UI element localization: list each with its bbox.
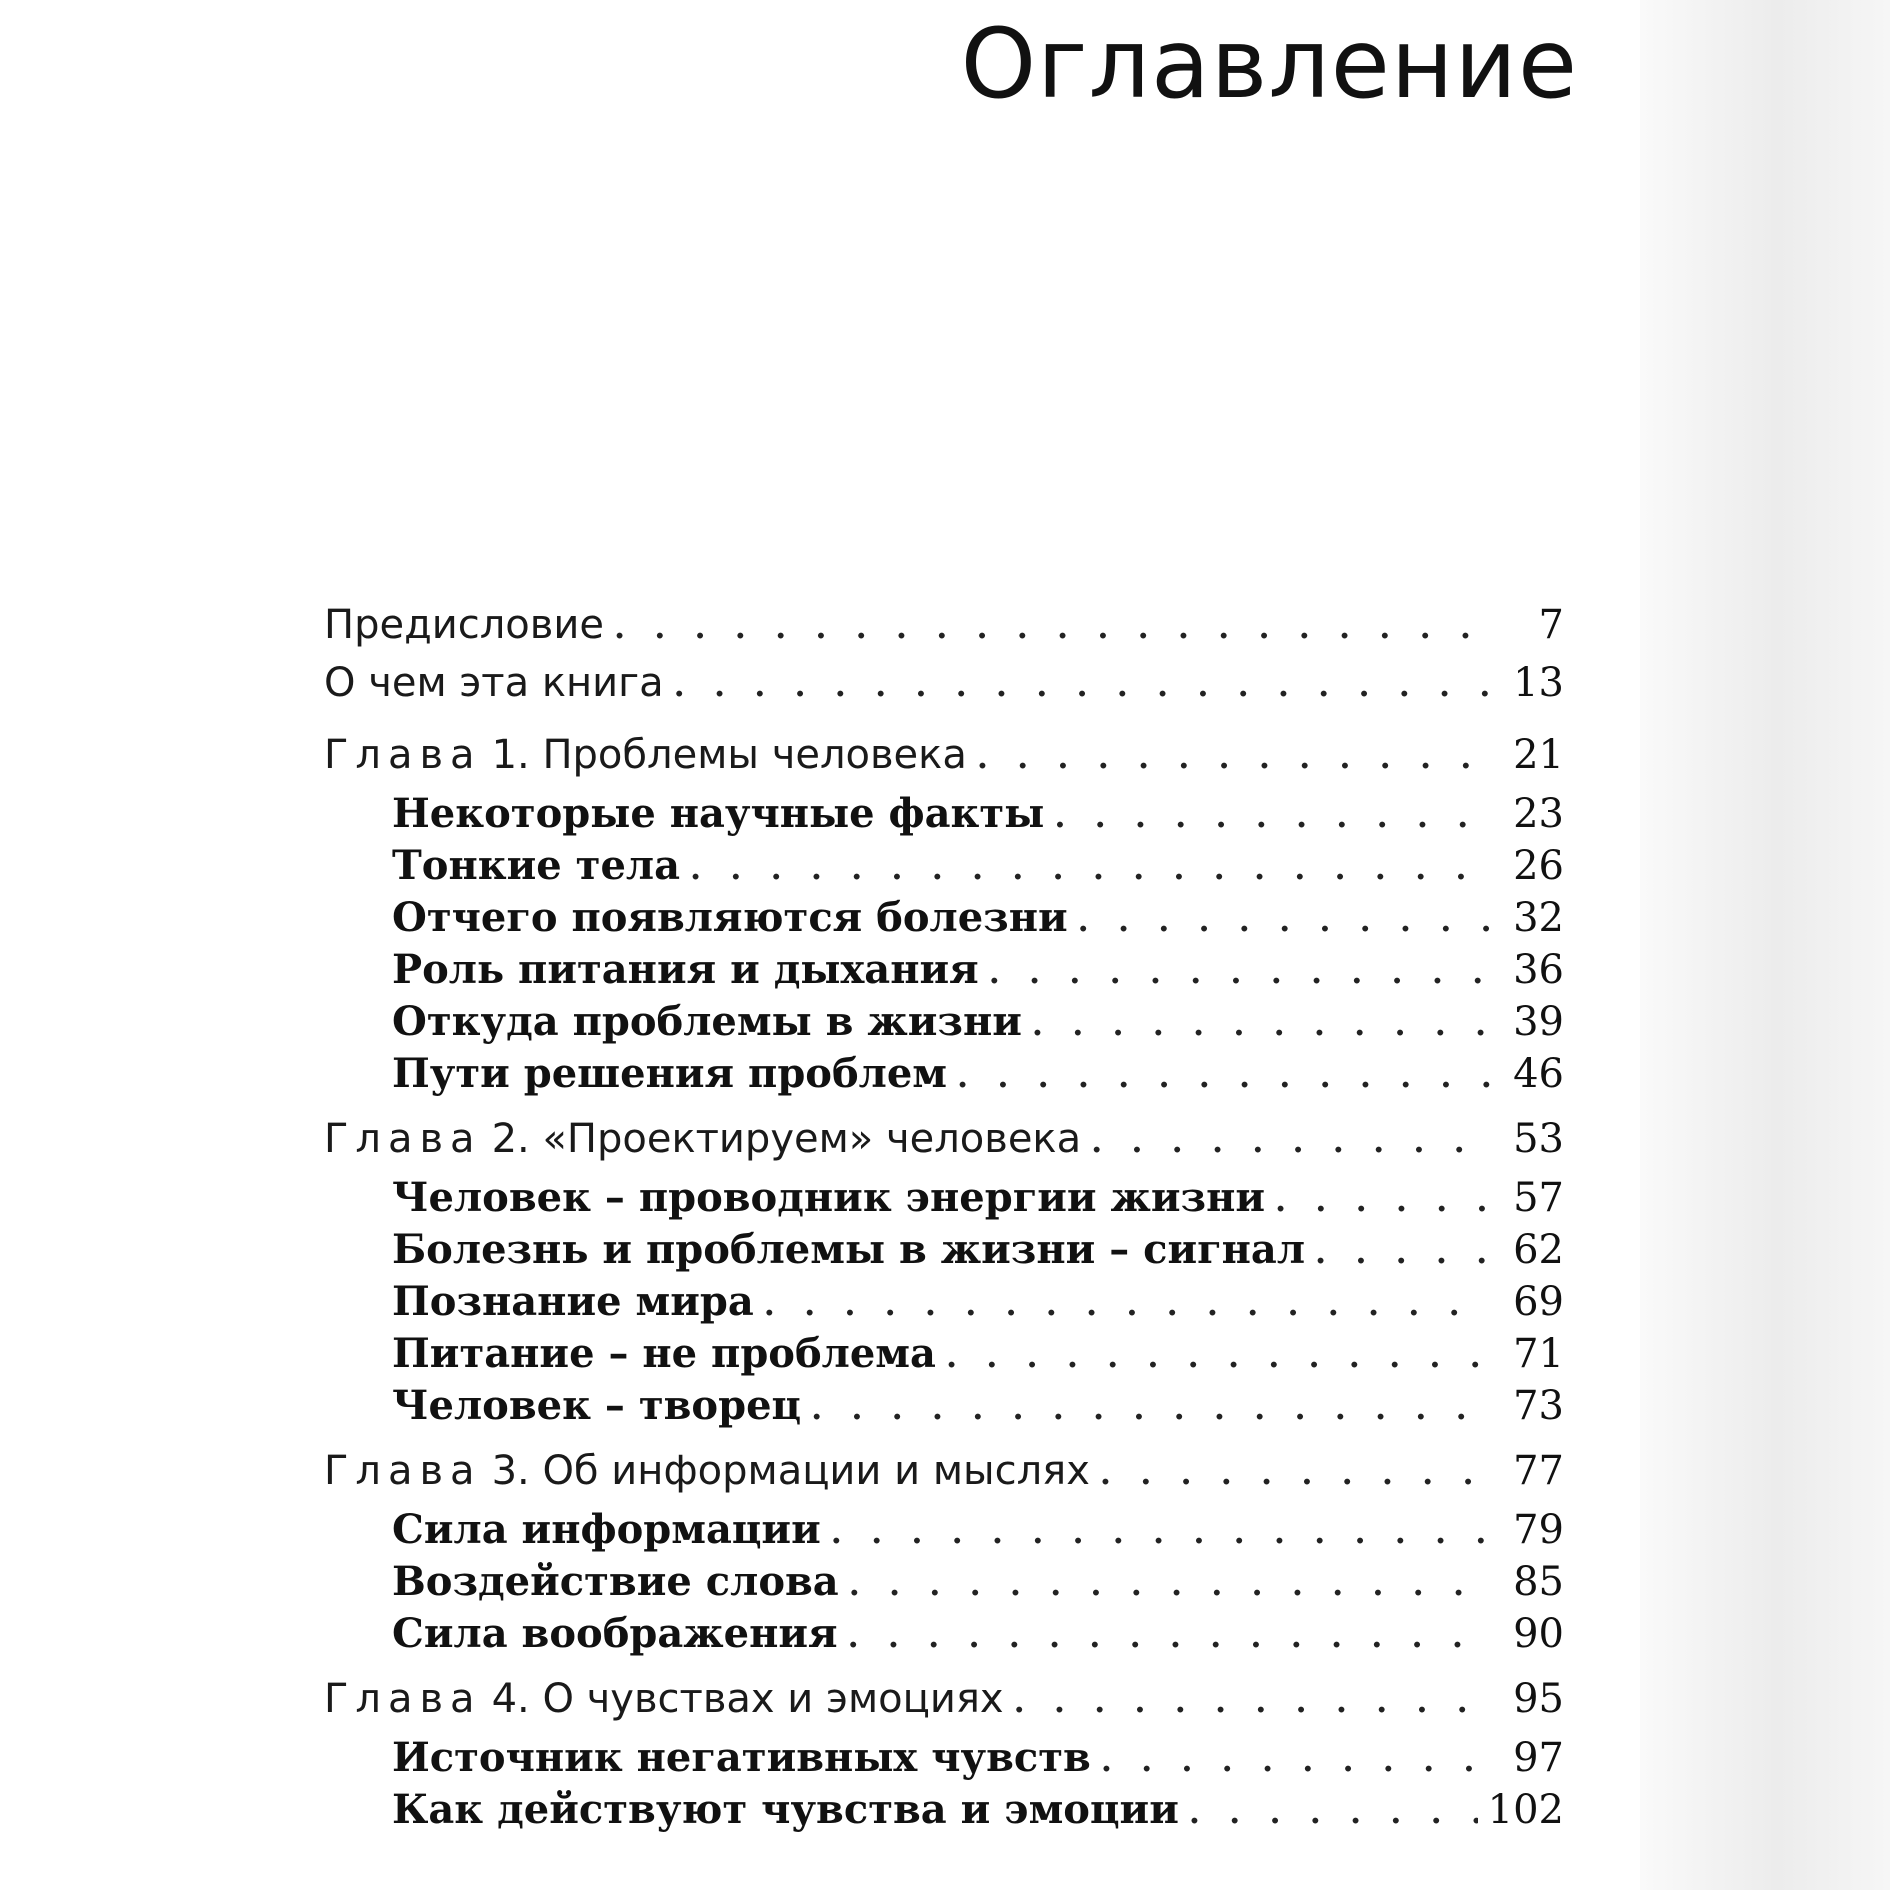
toc-chapter-2: [324, 1116, 1564, 1174]
toc-section-label: Некоторые научные факты: [392, 790, 1045, 837]
toc-chapter-heading: [324, 732, 967, 778]
table-of-contents: [324, 602, 1564, 1838]
toc-page-number: 71: [1513, 1331, 1564, 1377]
toc-page-number: 77: [1513, 1448, 1564, 1494]
toc-section: [324, 946, 1564, 998]
toc-page-number: 79: [1513, 1507, 1564, 1553]
dot-leader: [1100, 1454, 1490, 1492]
dot-leader: [1315, 1233, 1490, 1271]
toc-page-number: 26: [1513, 843, 1564, 889]
toc-page-number: 39: [1513, 999, 1564, 1045]
toc-section: [324, 1278, 1564, 1330]
dot-leader: [690, 849, 1490, 887]
toc-section-label: Отчего появляются болезни: [392, 894, 1068, 941]
dot-leader: [764, 1285, 1490, 1323]
dot-leader: [946, 1337, 1490, 1375]
toc-chapter-heading: [324, 1116, 1081, 1162]
dot-leader: [831, 1513, 1490, 1551]
toc-section: [324, 1558, 1564, 1610]
dot-leader: [849, 1565, 1490, 1603]
toc-page-number: 85: [1513, 1559, 1564, 1605]
toc-entry-label: О чем эта книга: [324, 660, 664, 706]
toc-section-label: Сила информации: [392, 1506, 821, 1553]
toc-page-number: 7: [1538, 602, 1564, 648]
toc-section-label: Познание мира: [392, 1278, 754, 1325]
dot-leader: [848, 1617, 1490, 1655]
dot-leader: [1032, 1005, 1490, 1043]
dot-leader: [1091, 1122, 1490, 1160]
toc-section-label: Источник негативных чувств: [392, 1734, 1091, 1781]
toc-section-label: Человек – творец: [392, 1382, 802, 1429]
dot-leader: [957, 1057, 1490, 1095]
chapter-word: Глава: [324, 732, 482, 778]
chapter-word: Глава: [324, 1448, 482, 1494]
toc-section: [324, 998, 1564, 1050]
toc-section: [324, 1226, 1564, 1278]
toc-section-label: Человек – проводник энергии жизни: [392, 1174, 1266, 1221]
toc-section: [324, 1610, 1564, 1662]
toc-section: [324, 1734, 1564, 1786]
toc-page-number: 62: [1513, 1227, 1564, 1273]
toc-section: [324, 790, 1564, 842]
toc-chapter-4: [324, 1676, 1564, 1734]
toc-section-label: Как действуют чувства и эмоции: [392, 1786, 1179, 1833]
toc-section: [324, 1786, 1564, 1838]
toc-section: [324, 1330, 1564, 1382]
toc-section: [324, 1382, 1564, 1434]
dot-leader: [1054, 797, 1490, 835]
toc-page-number: 102: [1487, 1787, 1564, 1833]
toc-chapter-3: [324, 1448, 1564, 1506]
toc-page-number: 13: [1513, 660, 1564, 706]
toc-page-number: 21: [1513, 732, 1564, 778]
chapter-title: 3. Об информации и мыслях: [491, 1448, 1090, 1494]
toc-entry-label: Предисловие: [324, 602, 604, 648]
toc-chapter-1: [324, 732, 1564, 790]
toc-section-label: Роль питания и дыхания: [392, 946, 979, 993]
toc-page-number: 46: [1513, 1051, 1564, 1097]
chapter-word: Глава: [324, 1676, 482, 1722]
toc-section-label: Воздействие слова: [392, 1558, 839, 1605]
chapter-title: 2. «Проектируем» человека: [491, 1116, 1082, 1162]
chapter-title: 1. Проблемы человека: [491, 732, 967, 778]
dot-leader: [977, 738, 1490, 776]
dot-leader: [1189, 1793, 1478, 1831]
dot-leader: [1275, 1181, 1490, 1219]
toc-section-label: Пути решения проблем: [392, 1050, 948, 1097]
toc-section-label: Сила воображения: [392, 1610, 838, 1657]
toc-page-number: 90: [1513, 1611, 1564, 1657]
chapter-word: Глава: [324, 1116, 482, 1162]
toc-section-label: Откуда проблемы в жизни: [392, 998, 1022, 1045]
dot-leader: [1014, 1682, 1490, 1720]
toc-page-number: 95: [1513, 1676, 1564, 1722]
toc-page-number: 32: [1513, 895, 1564, 941]
page-edge-shadow: [1640, 0, 1890, 1890]
dot-leader: [1078, 901, 1490, 939]
toc-page-number: 69: [1513, 1279, 1564, 1325]
toc-chapter-heading: [324, 1676, 1004, 1722]
toc-section: [324, 1050, 1564, 1102]
toc-page-number: 97: [1513, 1735, 1564, 1781]
toc-page-number: 23: [1513, 791, 1564, 837]
dot-leader: [674, 666, 1490, 704]
toc-section: [324, 1506, 1564, 1558]
toc-page-number: 53: [1513, 1116, 1564, 1162]
toc-section: [324, 894, 1564, 946]
page-title: Оглавление: [960, 8, 1578, 120]
dot-leader: [614, 608, 1490, 646]
toc-entry-about-book: [324, 660, 1564, 718]
toc-section: [324, 842, 1564, 894]
chapter-title: 4. О чувствах и эмоциях: [491, 1676, 1004, 1722]
toc-section-label: Болезнь и проблемы в жизни – сигнал: [392, 1226, 1306, 1273]
toc-page-number: 73: [1513, 1383, 1564, 1429]
toc-section-label: Тонкие тела: [392, 842, 681, 889]
toc-section-label: Питание – не проблема: [392, 1330, 936, 1377]
dot-leader: [811, 1389, 1490, 1427]
toc-chapter-heading: [324, 1448, 1090, 1494]
toc-page-number: 36: [1513, 947, 1564, 993]
dot-leader: [989, 953, 1490, 991]
toc-page-number: 57: [1513, 1175, 1564, 1221]
toc-entry-preface: [324, 602, 1564, 660]
toc-section: [324, 1174, 1564, 1226]
dot-leader: [1101, 1741, 1490, 1779]
